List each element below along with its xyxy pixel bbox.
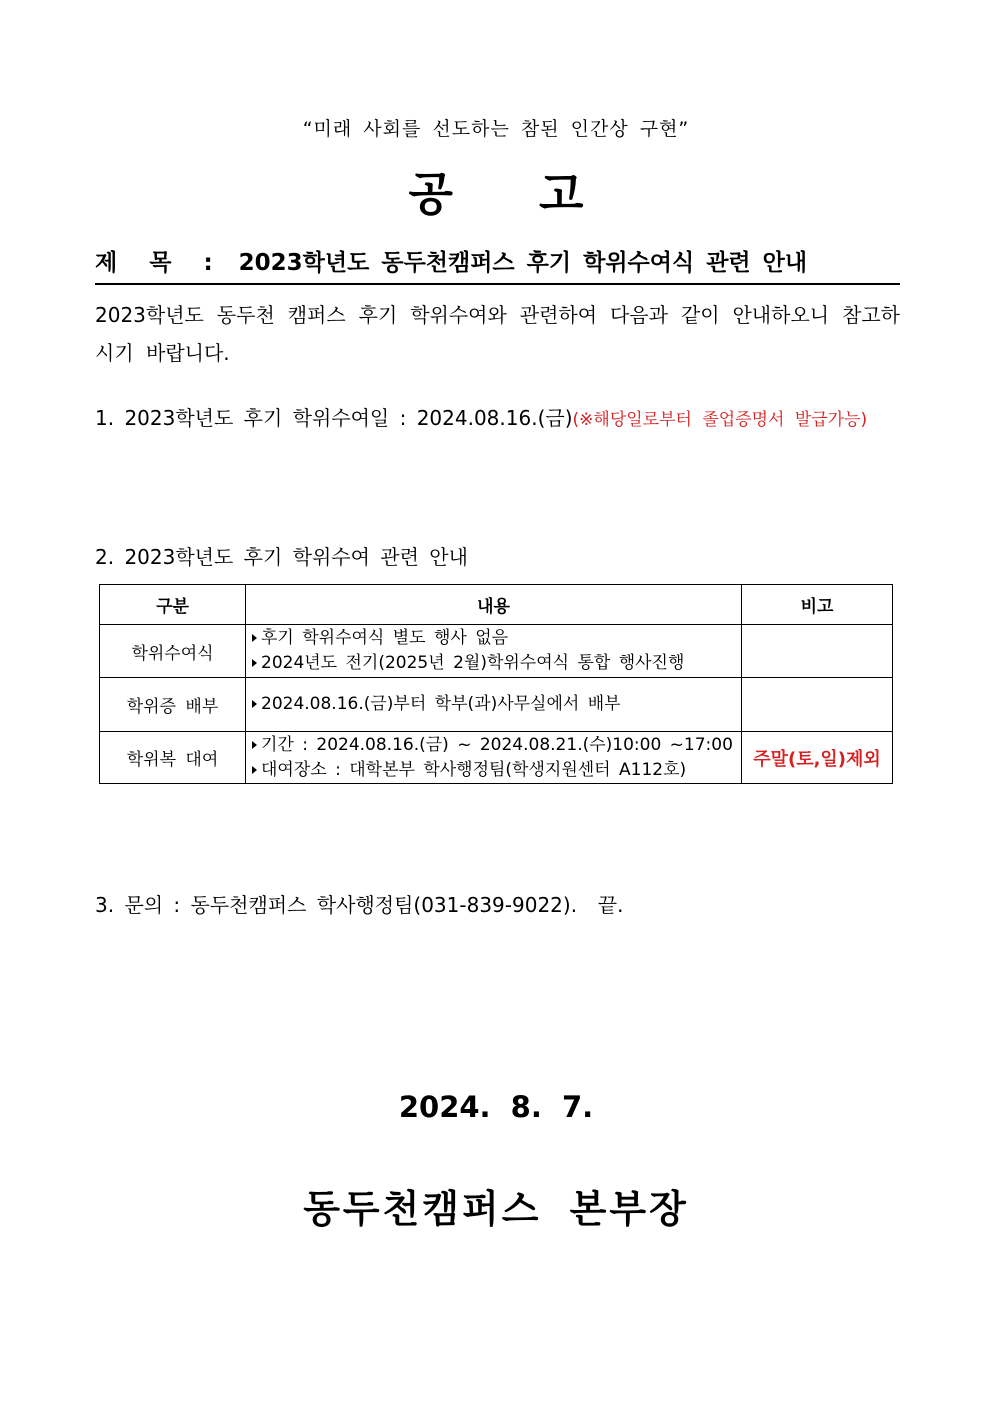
item-1-text: 1. 2023학년도 후기 학위수여일 : 2024.08.16.(금)	[95, 406, 573, 430]
item-3-text: 3. 문의 : 동두천캠퍼스 학사행정팀(031-839-9022).	[95, 893, 578, 917]
table-header-category: 구분	[100, 585, 246, 625]
table-header-content: 내용	[246, 585, 742, 625]
row-content	[246, 732, 742, 784]
row-content	[246, 678, 742, 732]
content-line: 2024년도 전기(2025년 2월)학위수여식 통합 행사진행	[252, 651, 735, 676]
intro-paragraph: 2023학년도 동두천 캠퍼스 후기 학위수여와 관련하여 다음과 같이 안내하오니 참고하시기 바랍니다.	[95, 303, 900, 365]
row-remark	[742, 678, 893, 732]
triangle-bullet-icon	[252, 700, 257, 708]
row-category: 학위복 대여	[100, 732, 246, 784]
table-header-remark: 비고	[742, 585, 893, 625]
row-category: 학위증 배부	[100, 678, 246, 732]
content-line: 후기 학위수여식 별도 행사 없음	[252, 626, 735, 651]
content-line: 대여장소 : 대학본부 학사행정팀(학생지원센터 A112호)	[252, 758, 735, 783]
row-remark	[742, 625, 893, 678]
item-3-end: 끝.	[597, 893, 624, 917]
table-row	[100, 732, 893, 784]
triangle-bullet-icon	[252, 659, 257, 667]
content-line: 2024.08.16.(금)부터 학부(과)사무실에서 배부	[252, 692, 735, 717]
triangle-bullet-icon	[252, 634, 257, 642]
triangle-bullet-icon	[252, 741, 257, 749]
table-row	[100, 678, 893, 732]
subject-label: 제 목 :	[95, 250, 223, 276]
table-row	[100, 625, 893, 678]
item-1	[95, 402, 867, 431]
item-1-note: (※해당일로부터 졸업증명서 발급가능)	[572, 410, 868, 430]
content-line: 기간 : 2024.08.16.(금) ~ 2024.08.21.(수)10:00 ~17:00	[252, 733, 735, 758]
row-category: 학위수여식	[100, 625, 246, 678]
notice-heading: 공 고	[408, 167, 584, 221]
notice-date: 2024. 8. 7.	[398, 1090, 594, 1124]
signer: 동두천캠퍼스 본부장	[303, 1187, 689, 1231]
item-3	[95, 889, 623, 918]
row-remark: 주말(토,일)제외	[742, 732, 893, 784]
info-table	[99, 584, 893, 784]
subject-text: 2023학년도 동두천캠퍼스 후기 학위수여식 관련 안내	[238, 250, 808, 276]
subject-line	[95, 244, 900, 285]
triangle-bullet-icon	[252, 766, 257, 774]
item-2: 2. 2023학년도 후기 학위수여 관련 안내	[95, 545, 468, 569]
slogan: “미래 사회를 선도하는 참된 인간상 구현”	[302, 118, 690, 140]
row-content	[246, 625, 742, 678]
table-header-row	[100, 585, 893, 625]
